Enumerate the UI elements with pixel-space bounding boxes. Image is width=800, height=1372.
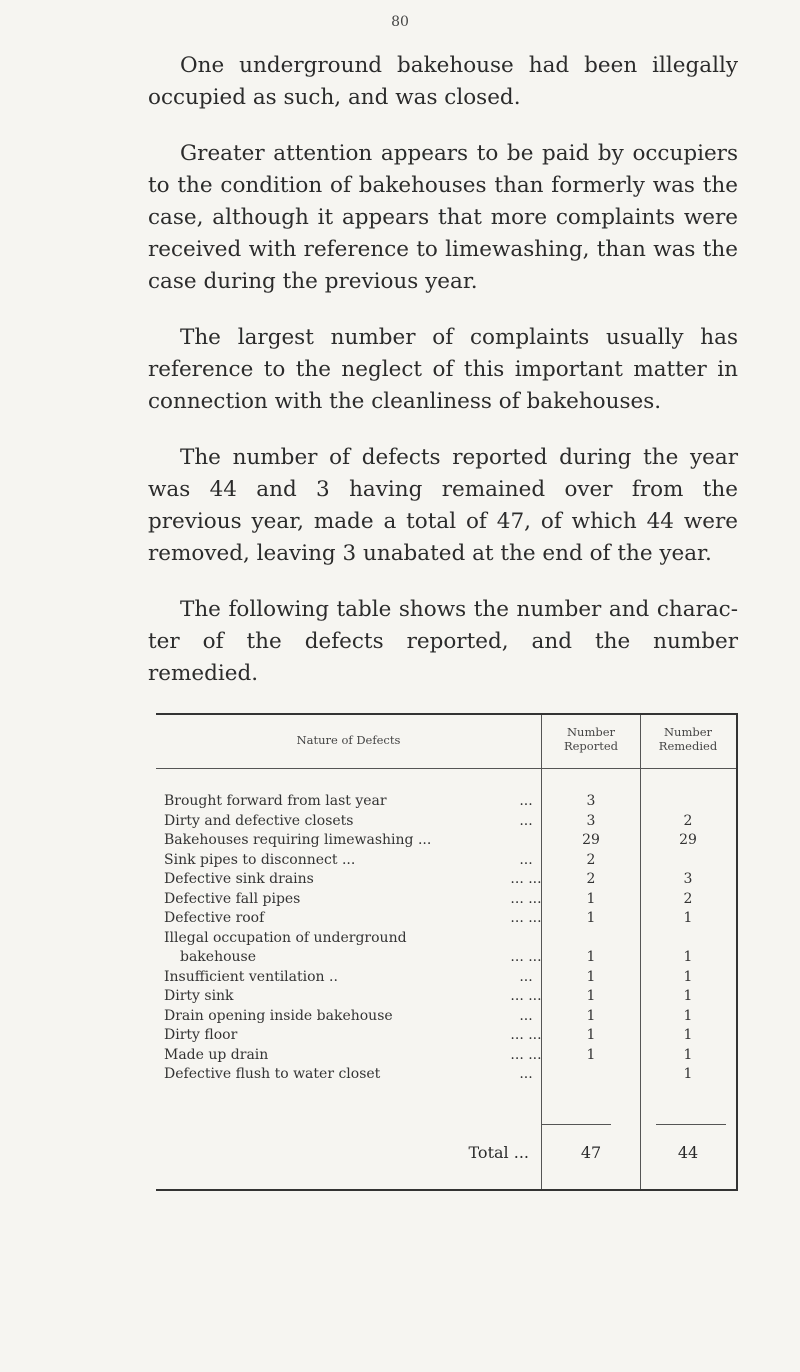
- total-rule-reported: [541, 1124, 611, 1125]
- page-number: 80: [391, 14, 409, 30]
- paragraph-5: The following table shows the number and charac- ter of the defects reported, and the number remedied.: [148, 597, 738, 686]
- table-row: [156, 1046, 736, 1065]
- number-reported: 1: [586, 1007, 596, 1024]
- number-reported: 2: [586, 851, 596, 868]
- defects-table: [156, 713, 738, 1191]
- number-reported: 3: [586, 812, 596, 829]
- header-nature: Nature of Defects: [296, 733, 401, 747]
- header-divider: [156, 768, 736, 769]
- number-remedied: 2: [683, 890, 693, 907]
- number-reported: 1: [586, 1027, 596, 1043]
- defect-nature: Defective sink drains: [164, 871, 314, 887]
- table-row: [156, 1007, 736, 1026]
- leader-dots: ...: [519, 851, 533, 868]
- total-reported: 47: [580, 1143, 602, 1162]
- defect-nature: Dirty sink: [164, 988, 234, 1004]
- number-remedied: 1: [683, 1046, 693, 1063]
- table-row: [156, 909, 736, 928]
- defect-nature: Defective fall pipes: [164, 890, 301, 907]
- paragraph-2: Greater attention appears to be paid by occupiers to the condition of bakehouses than formerly was the case, although it appears that more complaints were received with reference to limewashing, than was the case during the previous year.: [148, 141, 738, 294]
- defect-nature: Dirty and defective closets: [164, 812, 354, 829]
- defect-nature: Brought forward from last year: [164, 793, 387, 809]
- leader-dots: ... ...: [510, 1046, 542, 1063]
- number-remedied: 1: [683, 949, 693, 965]
- number-reported: 1: [586, 968, 596, 985]
- defect-nature: Sink pipes to disconnect ...: [164, 851, 356, 868]
- defect-nature: Drain opening inside bakehouse: [164, 1007, 393, 1024]
- leader-dots: ...: [519, 812, 533, 829]
- number-remedied: 1: [683, 1066, 693, 1082]
- defect-nature: Defective roof: [164, 910, 265, 926]
- paragraph-3: The largest number of complaints usually has reference to the neglect of this important matter in connection with the cleanliness of bakehouses.: [148, 325, 738, 414]
- leader-dots: ... ...: [510, 910, 542, 926]
- leader-dots: ...: [519, 1066, 533, 1082]
- defect-nature: Made up drain: [164, 1046, 269, 1063]
- number-remedied: 1: [683, 910, 693, 926]
- number-remedied: 1: [683, 988, 693, 1004]
- table-row: [156, 851, 736, 870]
- defect-nature: Dirty floor: [164, 1027, 238, 1043]
- number-reported: 1: [586, 988, 596, 1004]
- header-remedied: Number Remedied: [658, 725, 718, 753]
- table-row: [156, 870, 736, 889]
- table-row: [156, 890, 736, 909]
- number-reported: 3: [586, 793, 596, 809]
- number-remedied: 1: [683, 1027, 693, 1043]
- leader-dots: ...: [519, 968, 533, 985]
- table-row: [156, 792, 736, 811]
- defect-nature: Insufficient ventilation ..: [164, 968, 338, 985]
- table-row: [156, 1026, 736, 1045]
- table-row: [156, 987, 736, 1006]
- defect-nature: Illegal occupation of underground: [164, 929, 407, 946]
- total-remedied: 44: [677, 1143, 699, 1162]
- leader-dots: ... ...: [510, 871, 542, 887]
- leader-dots: ... ...: [510, 1027, 542, 1043]
- total-rule-remedied: [656, 1124, 726, 1125]
- table-row: [156, 812, 736, 831]
- number-remedied: 3: [683, 871, 693, 887]
- number-remedied: 1: [683, 1007, 693, 1024]
- number-remedied: 29: [679, 832, 697, 848]
- number-reported: 29: [582, 832, 600, 848]
- leader-dots: ...: [519, 793, 533, 809]
- header-reported: Number Reported: [563, 725, 619, 753]
- paragraph-1: One underground bakehouse had been illegally occupied as such, and was closed.: [148, 53, 738, 110]
- table-row: [156, 831, 736, 850]
- number-reported: 2: [586, 871, 596, 887]
- defect-nature: Bakehouses requiring limewashing ...: [164, 832, 432, 848]
- number-remedied: 2: [683, 812, 693, 829]
- table-row: [156, 948, 736, 967]
- leader-dots: ...: [519, 1007, 533, 1024]
- table-row: [156, 929, 736, 948]
- body-text: [148, 50, 738, 714]
- table-row: [156, 1065, 736, 1084]
- paragraph-4: The number of defects reported during the year was 44 and 3 having remained over from the previous year, made a total of 47, of which 44 were removed, leaving 3 unabated at the end of the year.: [148, 445, 738, 566]
- leader-dots: ... ...: [510, 988, 542, 1004]
- leader-dots: ... ...: [510, 949, 542, 965]
- leader-dots: ... ...: [510, 890, 542, 907]
- number-reported: 1: [586, 949, 596, 965]
- number-remedied: 1: [683, 968, 693, 985]
- defect-nature: Defective flush to water closet: [164, 1066, 381, 1082]
- table-row: [156, 968, 736, 987]
- number-reported: 1: [586, 910, 596, 926]
- defect-nature: bakehouse: [180, 949, 257, 965]
- number-reported: 1: [586, 890, 596, 907]
- total-label: Total ...: [468, 1143, 529, 1162]
- total-row: [156, 1141, 736, 1165]
- number-reported: 1: [586, 1046, 596, 1063]
